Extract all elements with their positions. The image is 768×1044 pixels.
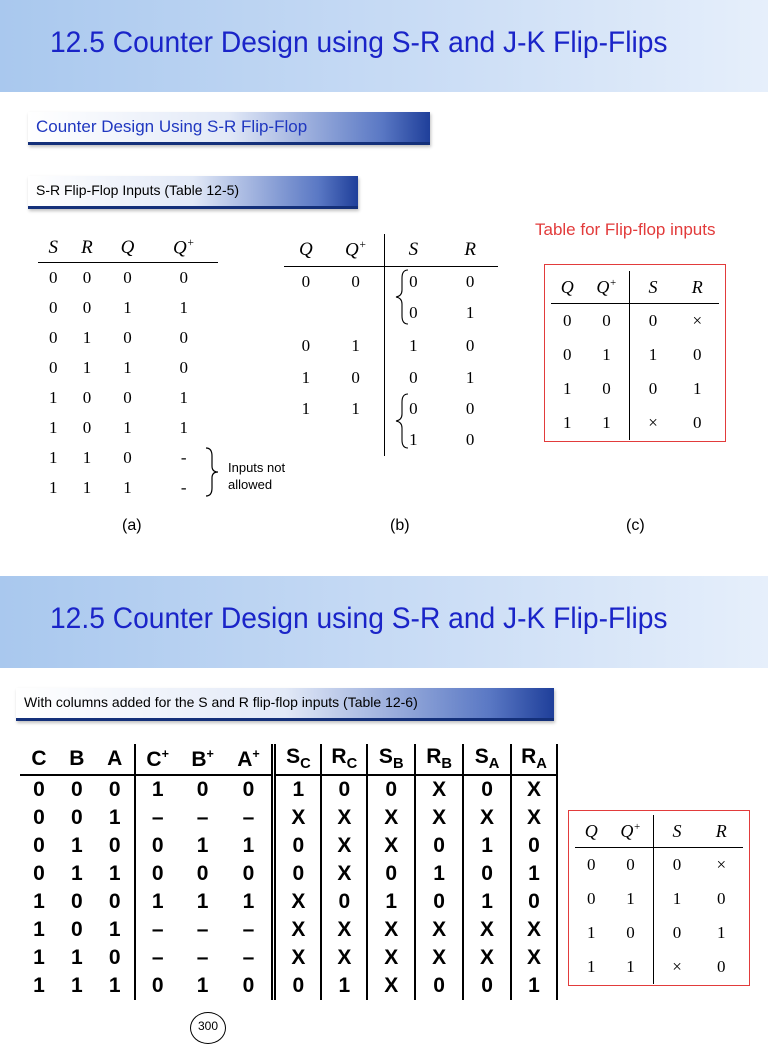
cell: 0 [563, 311, 572, 330]
cell: X [415, 944, 463, 972]
col-header-c-plus: C+ [135, 744, 180, 775]
table-row [20, 832, 557, 860]
cell: 1 [48, 478, 58, 497]
cell: 1 [123, 418, 132, 437]
cell: 0 [108, 834, 121, 857]
table-row [20, 944, 557, 972]
brace-icon [200, 446, 224, 498]
cell [328, 298, 384, 329]
cell: 0 [717, 889, 726, 908]
cell: 0 [415, 972, 463, 1000]
slide-1-title-banner [0, 0, 768, 92]
cell: 1 [179, 418, 188, 437]
cell: X [367, 832, 415, 860]
cell: 0 [82, 268, 92, 287]
table-12-5-tag-label: S-R Flip-Flop Inputs (Table 12-5) [36, 182, 240, 198]
cell: 1 [82, 358, 92, 377]
cell: 1 [82, 448, 92, 467]
cell: 1 [321, 972, 367, 1000]
cell: 0 [321, 775, 367, 804]
cell: 1 [48, 448, 58, 467]
col-header-rb: $R_B$ [415, 744, 463, 775]
cell: – [242, 806, 255, 829]
table-b-header: S [384, 234, 442, 267]
cell: 1 [196, 974, 209, 997]
cell: 0 [33, 862, 45, 885]
cell: 0 [196, 862, 209, 885]
slide-2-title-banner [0, 576, 768, 668]
cell: - [180, 448, 187, 467]
cell: 0 [587, 889, 596, 908]
cell: 1 [48, 418, 58, 437]
cell: 0 [123, 268, 132, 287]
table-row [20, 888, 557, 916]
cell: 0 [465, 430, 475, 449]
cell: 1 [71, 946, 83, 969]
cell: X [463, 804, 511, 832]
cell: X [367, 944, 415, 972]
cell: – [135, 944, 180, 972]
cell: 1 [196, 890, 209, 913]
cell: 1 [242, 834, 255, 857]
inputs-not-allowed-note: Inputs not allowed [228, 460, 286, 492]
col-header-sb: $S_B$ [367, 744, 415, 775]
side-table-header: S [654, 815, 700, 848]
cell: 0 [367, 860, 415, 888]
table-c-box [544, 264, 726, 442]
table-c-header: R [676, 271, 719, 304]
cell: 1 [123, 478, 132, 497]
cell: 0 [135, 860, 180, 888]
cell: 1 [463, 888, 511, 916]
cell: 0 [602, 311, 611, 330]
table-a-header: Q [106, 234, 150, 263]
cell: 0 [48, 328, 58, 347]
cell: 0 [465, 335, 475, 355]
table-b-header-qplus: Q+ [328, 234, 384, 267]
cell: 0 [630, 372, 676, 406]
cell: 0 [463, 860, 511, 888]
cell: × [692, 311, 703, 330]
cell: X [511, 775, 557, 804]
cell: 0 [465, 272, 475, 292]
cell: X [321, 916, 367, 944]
cell: 1 [242, 890, 255, 913]
cell: 0 [179, 358, 188, 377]
cell: 0 [135, 972, 180, 1000]
cell: × [630, 406, 676, 440]
cell: 0 [693, 345, 702, 364]
cell: 1 [630, 338, 676, 372]
table-12-6-tag-label: With columns added for the S and R flip-flop inputs (Table 12-6) [24, 694, 418, 710]
cell [284, 298, 328, 329]
cell: X [463, 916, 511, 944]
cell: 1 [48, 388, 58, 407]
cell: 1 [33, 890, 45, 913]
cell: X [367, 804, 415, 832]
cell: 1 [465, 368, 475, 387]
cell: 0 [274, 832, 321, 860]
cell: 0 [415, 888, 463, 916]
cell: 0 [384, 394, 442, 425]
cell: 0 [196, 778, 209, 801]
cell: 0 [415, 832, 463, 860]
cell: 0 [82, 298, 92, 317]
col-header-rc: $R_C$ [321, 744, 367, 775]
slide-1-title: 12.5 Counter Design using S-R and J-K Flip-Flips [50, 26, 668, 59]
cell: X [274, 944, 321, 972]
table-b [284, 234, 498, 456]
cell: 1 [33, 974, 45, 997]
cell: 0 [630, 304, 676, 339]
cell: – [196, 806, 209, 829]
cell: 0 [693, 413, 702, 432]
cell: 0 [135, 832, 180, 860]
cell: × [716, 855, 727, 874]
cell: 1 [511, 972, 557, 1000]
caption-c: (c) [626, 517, 645, 534]
cell: 0 [587, 855, 596, 874]
cell: X [321, 832, 367, 860]
cell: 0 [602, 379, 611, 398]
cell: 1 [563, 379, 572, 398]
cell: 1 [301, 399, 311, 418]
cell: 0 [274, 860, 321, 888]
side-table-header-qplus: Q+ [608, 815, 654, 848]
cell: 0 [123, 448, 132, 467]
col-header: B [58, 744, 96, 775]
cell: 0 [179, 268, 188, 287]
cell: 0 [351, 272, 360, 292]
table-c [551, 271, 719, 440]
cell: 1 [463, 832, 511, 860]
cell: – [242, 946, 255, 969]
table-a [38, 234, 218, 503]
cell: 0 [717, 957, 726, 976]
table-c-header: Q [551, 271, 584, 304]
cell: X [511, 804, 557, 832]
page-number-label: 300 [197, 1019, 219, 1033]
caption-a: (a) [122, 517, 142, 534]
cell: 0 [384, 267, 442, 298]
cell: 0 [463, 972, 511, 1000]
cell: 0 [71, 890, 83, 913]
cell: 1 [351, 335, 360, 355]
section-tag [28, 112, 430, 145]
col-header-ra: $R_A$ [511, 744, 557, 775]
cell: 1 [351, 399, 360, 418]
cell: 1 [587, 923, 596, 942]
cell: 0 [108, 946, 121, 969]
cell: 1 [602, 413, 611, 432]
cell: 1 [33, 918, 45, 941]
table-row [20, 916, 557, 944]
cell: × [654, 950, 700, 984]
col-header: C [20, 744, 58, 775]
col-header: A [96, 744, 135, 775]
cell: 0 [511, 888, 557, 916]
cell: 0 [108, 890, 121, 913]
cell: 0 [351, 368, 360, 387]
cell: 1 [123, 358, 132, 377]
slide-2-title: 12.5 Counter Design using S-R and J-K Flip-Flips [50, 602, 668, 635]
cell [284, 425, 328, 456]
cell: 0 [71, 778, 83, 801]
side-table [575, 815, 743, 984]
table-12-6-body [20, 775, 557, 1000]
cell: 1 [108, 918, 121, 941]
cell: X [367, 972, 415, 1000]
side-table-header: Q [575, 815, 608, 848]
cell: – [196, 946, 209, 969]
cell: 1 [465, 303, 475, 322]
cell: 0 [48, 268, 58, 287]
cell: X [321, 804, 367, 832]
cell: 1 [108, 806, 121, 829]
cell: X [415, 916, 463, 944]
cell: 0 [242, 778, 255, 801]
cell: 1 [563, 413, 572, 432]
cell: – [196, 918, 209, 941]
table-a-header-qplus: Q+ [149, 234, 218, 263]
cell: 0 [563, 345, 572, 364]
cell [328, 425, 384, 456]
col-header-sa: $S_A$ [463, 744, 511, 775]
cell: 1 [179, 298, 188, 317]
side-table-box [568, 810, 750, 986]
cell: 0 [301, 335, 311, 355]
cell: 1 [179, 388, 188, 407]
cell: 1 [123, 298, 132, 317]
cell: 0 [82, 388, 92, 407]
col-header-b-plus: B+ [180, 744, 226, 775]
cell: 0 [33, 778, 45, 801]
cell: 0 [48, 298, 58, 317]
cell: X [463, 944, 511, 972]
cell: 0 [33, 806, 45, 829]
cell: X [321, 860, 367, 888]
table-b-header: Q [284, 234, 328, 267]
table-row [20, 860, 557, 888]
cell: 1 [82, 328, 92, 347]
cell: 1 [71, 862, 83, 885]
cell: 1 [602, 345, 611, 364]
cell: 1 [274, 775, 321, 804]
cell: 0 [301, 272, 311, 292]
cell: 0 [71, 806, 83, 829]
col-header-a-plus: A+ [226, 744, 274, 775]
cell: – [242, 918, 255, 941]
cell: 0 [33, 834, 45, 857]
cell: X [274, 804, 321, 832]
col-header-sc: $S_C$ [274, 744, 321, 775]
cell: 0 [463, 775, 511, 804]
cell: X [321, 944, 367, 972]
cell: 1 [717, 923, 726, 942]
table-row [20, 775, 557, 804]
table-row [20, 972, 557, 1000]
table-12-5-tag [28, 176, 358, 209]
cell: X [415, 804, 463, 832]
cell: 1 [626, 957, 635, 976]
table-12-6-tag [16, 688, 554, 721]
brace-icon [394, 268, 412, 326]
cell: 1 [135, 888, 180, 916]
cell: – [135, 916, 180, 944]
cell: X [415, 775, 463, 804]
cell: 1 [135, 775, 180, 804]
table-c-header-qplus: Q+ [584, 271, 630, 304]
cell: 1 [587, 957, 596, 976]
cell: - [180, 478, 187, 497]
cell: X [274, 888, 321, 916]
cell: 0 [274, 972, 321, 1000]
side-table-header: R [700, 815, 743, 848]
cell: 1 [301, 368, 311, 387]
cell: 0 [108, 778, 121, 801]
table-c-title: Table for Flip-flop inputs [535, 220, 716, 239]
cell: 0 [384, 363, 442, 394]
brace-icon [394, 392, 412, 450]
cell: 1 [82, 478, 92, 497]
cell: X [274, 916, 321, 944]
cell: 1 [384, 329, 442, 363]
cell: 1 [33, 946, 45, 969]
cell: 0 [123, 388, 132, 407]
table-c-header: S [630, 271, 676, 304]
cell: 0 [71, 918, 83, 941]
cell: 0 [626, 923, 635, 942]
cell: 1 [71, 834, 83, 857]
cell: 1 [71, 974, 83, 997]
cell: 0 [626, 855, 635, 874]
cell: 1 [693, 379, 702, 398]
page-number [190, 1012, 226, 1044]
cell: 0 [511, 832, 557, 860]
cell: X [511, 916, 557, 944]
cell: 0 [242, 974, 255, 997]
cell: 1 [108, 974, 121, 997]
cell: 1 [367, 888, 415, 916]
cell: 1 [196, 834, 209, 857]
cell: 0 [82, 418, 92, 437]
cell: 1 [108, 862, 121, 885]
caption-b: (b) [390, 517, 410, 534]
cell: X [367, 916, 415, 944]
table-12-6 [20, 744, 558, 1000]
cell: 0 [321, 888, 367, 916]
cell: 0 [465, 399, 475, 418]
cell: 0 [179, 328, 188, 347]
cell: 1 [511, 860, 557, 888]
cell: 0 [654, 848, 700, 883]
cell: 0 [367, 775, 415, 804]
cell: 1 [654, 882, 700, 916]
table-a-header: R [68, 234, 105, 263]
table-row [20, 804, 557, 832]
cell: 0 [123, 328, 132, 347]
cell: 1 [626, 889, 635, 908]
table-b-header: R [442, 234, 498, 267]
cell: 0 [242, 862, 255, 885]
table-a-header: S [38, 234, 68, 263]
cell: – [135, 804, 180, 832]
cell: X [511, 944, 557, 972]
cell: 0 [384, 298, 442, 329]
slide-2 [0, 576, 768, 1033]
cell: 1 [415, 860, 463, 888]
cell: 1 [384, 425, 442, 456]
cell: 0 [48, 358, 58, 377]
section-tag-label: Counter Design Using S-R Flip-Flop [36, 117, 308, 136]
cell: 0 [654, 916, 700, 950]
